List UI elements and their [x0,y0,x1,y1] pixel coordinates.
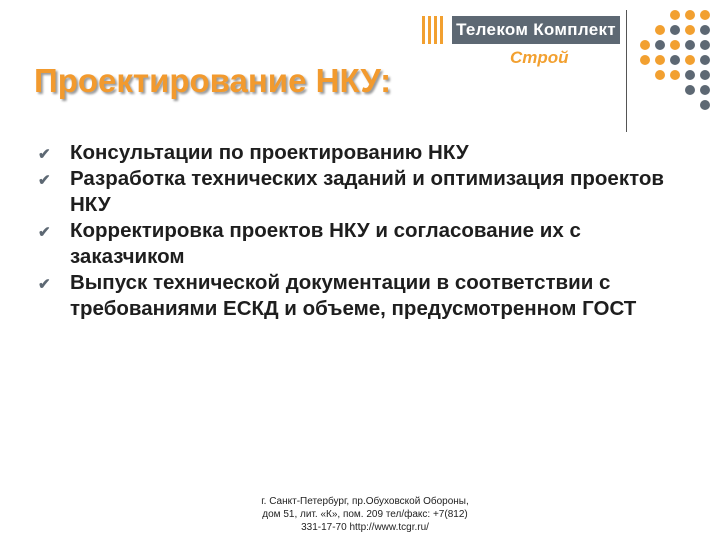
decorative-dot [640,55,650,65]
empty-dot-cell [640,70,650,80]
bullet-list [38,140,688,322]
decorative-dot [700,40,710,50]
decorative-dot [670,40,680,50]
check-arrow-icon: ✔ [38,224,51,241]
empty-dot-cell [655,10,665,20]
decorative-dot [700,25,710,35]
decorative-dot [655,40,665,50]
bullet-item [38,166,688,218]
decorative-dot-grid [640,10,720,122]
logo-bars-icon [422,16,450,44]
bullet-text: Выпуск технической документации в соответствии с требованиями ЕСКД и объеме, предусмотренном ГОСТ [70,271,637,320]
header-divider [626,10,627,132]
decorative-dot [655,25,665,35]
decorative-dot [700,10,710,20]
decorative-dot [685,25,695,35]
decorative-dot [685,70,695,80]
decorative-dot [700,100,710,110]
bullet-item [38,218,688,270]
decorative-dot [685,10,695,20]
decorative-dot [655,70,665,80]
empty-dot-cell [670,85,680,95]
decorative-dot [700,85,710,95]
empty-dot-cell [640,25,650,35]
footer-phone-web-line: 331-17-70 http://www.tcgr.ru/ [301,522,429,533]
bullet-item [38,140,688,166]
decorative-dot [685,55,695,65]
logo-company-subtitle: Строй [510,48,569,67]
slide-title: Проектирование НКУ: [34,62,392,99]
company-logo [422,12,622,70]
logo-company-name: Телеком Комплект [452,16,620,44]
decorative-dot [685,40,695,50]
decorative-dot [700,70,710,80]
decorative-dot [640,40,650,50]
empty-dot-cell [655,85,665,95]
check-arrow-icon: ✔ [38,146,51,163]
check-arrow-icon: ✔ [38,172,51,189]
decorative-dot [670,10,680,20]
check-arrow-icon: ✔ [38,276,51,293]
footer-address-line: дом 51, лит. «К», пом. 209 тел/факс: +7(812) [262,509,468,520]
empty-dot-cell [670,100,680,110]
empty-dot-cell [640,10,650,20]
bullet-text: Корректировка проектов НКУ и согласование их с заказчиком [70,219,581,268]
empty-dot-cell [685,100,695,110]
decorative-dot [685,85,695,95]
bullet-text: Консультации по проектированию НКУ [70,141,469,164]
bullet-item [38,270,688,322]
decorative-dot [655,55,665,65]
decorative-dot [700,55,710,65]
bullet-text: Разработка технических заданий и оптимизация проектов НКУ [70,167,664,216]
decorative-dot [670,25,680,35]
footer-contacts [230,495,500,534]
decorative-dot [670,55,680,65]
footer-address-line: г. Санкт-Петербург, пр.Обуховской Обороны, [261,496,469,507]
empty-dot-cell [640,85,650,95]
decorative-dot [670,70,680,80]
empty-dot-cell [640,100,650,110]
empty-dot-cell [655,100,665,110]
